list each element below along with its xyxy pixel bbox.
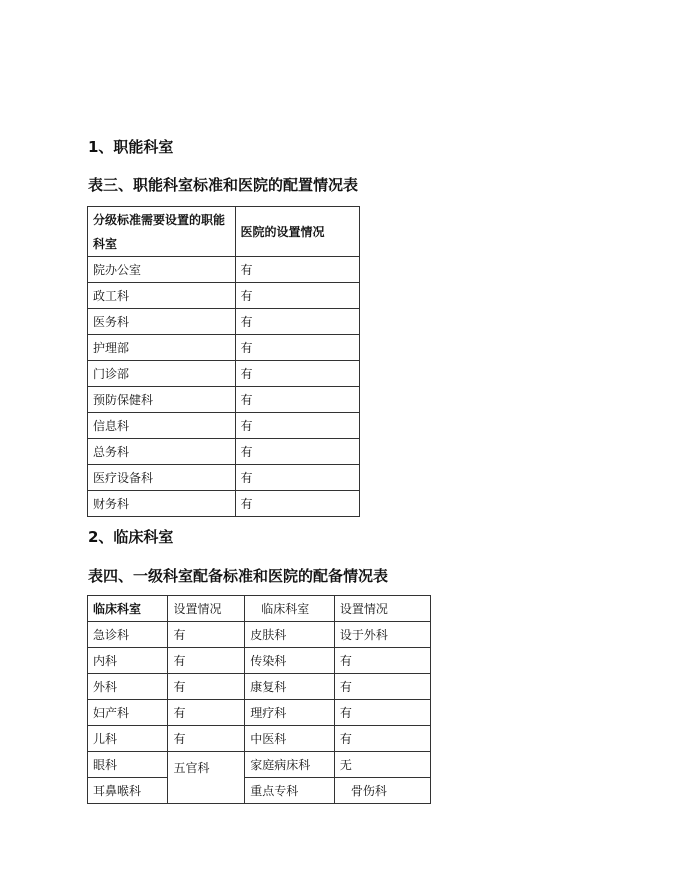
department-cell: 预防保健科	[88, 387, 236, 413]
department-cell: 皮肤科	[245, 622, 335, 648]
table-3-caption: 表三、职能科室标准和医院的配置情况表	[88, 176, 359, 194]
department-cell: 妇产科	[88, 700, 168, 726]
status-cell: 有	[235, 491, 359, 517]
table-row	[88, 361, 360, 387]
department-cell: 耳鼻喉科	[88, 778, 168, 804]
status-cell: 有	[168, 648, 245, 674]
status-cell: 有	[334, 648, 430, 674]
department-cell: 内科	[88, 648, 168, 674]
department-cell: 信息科	[88, 413, 236, 439]
status-cell: 有	[168, 726, 245, 752]
department-cell: 外科	[88, 674, 168, 700]
header-clinical-dept-1: 临床科室	[88, 596, 168, 622]
department-cell: 财务科	[88, 491, 236, 517]
table-row	[88, 439, 360, 465]
table-4-caption: 表四、一级科室配备标准和医院的配备情况表	[88, 567, 389, 585]
status-cell: 有	[235, 283, 359, 309]
functional-departments-table	[87, 206, 360, 517]
status-cell: 有	[334, 674, 430, 700]
header-required-departments: 分级标准需要设置的职能科室	[88, 207, 236, 257]
department-cell: 院办公室	[88, 257, 236, 283]
department-cell: 医务科	[88, 309, 236, 335]
table-row	[88, 413, 360, 439]
table-row	[88, 491, 360, 517]
table-row	[88, 257, 360, 283]
status-cell: 无	[334, 752, 430, 778]
department-cell: 总务科	[88, 439, 236, 465]
department-cell: 医疗设备科	[88, 465, 236, 491]
header-status-2: 设置情况	[334, 596, 430, 622]
department-cell: 儿科	[88, 726, 168, 752]
section-1-heading: 1、职能科室	[88, 138, 174, 156]
table-row	[88, 465, 360, 491]
status-cell: 有	[334, 700, 430, 726]
table-header-row	[88, 207, 360, 257]
section-2-heading: 2、临床科室	[88, 528, 174, 546]
clinical-departments-table	[87, 595, 431, 804]
table-row	[88, 674, 431, 700]
table-row	[88, 700, 431, 726]
department-cell: 家庭病床科	[245, 752, 335, 778]
status-cell: 有	[235, 309, 359, 335]
table-row	[88, 309, 360, 335]
department-cell: 重点专科	[245, 778, 335, 804]
status-cell: 骨伤科	[334, 778, 430, 804]
header-hospital-status: 医院的设置情况	[235, 207, 359, 257]
table-row	[88, 622, 431, 648]
status-cell: 有	[235, 413, 359, 439]
status-cell: 设于外科	[334, 622, 430, 648]
department-cell: 理疗科	[245, 700, 335, 726]
status-cell: 有	[168, 674, 245, 700]
header-clinical-dept-2: 临床科室	[245, 596, 335, 622]
department-cell: 急诊科	[88, 622, 168, 648]
table-row	[88, 387, 360, 413]
status-cell: 有	[235, 465, 359, 491]
status-cell: 有	[235, 335, 359, 361]
department-cell: 中医科	[245, 726, 335, 752]
department-cell: 护理部	[88, 335, 236, 361]
status-cell: 有	[168, 700, 245, 726]
status-cell: 有	[235, 361, 359, 387]
table-row	[88, 335, 360, 361]
status-cell: 有	[235, 257, 359, 283]
status-cell: 有	[334, 726, 430, 752]
status-cell: 有	[235, 387, 359, 413]
table-row	[88, 752, 431, 778]
department-cell: 康复科	[245, 674, 335, 700]
table-row	[88, 778, 431, 804]
department-cell: 眼科	[88, 752, 168, 778]
department-cell: 传染科	[245, 648, 335, 674]
table-row	[88, 726, 431, 752]
table-row	[88, 283, 360, 309]
status-cell: 有	[168, 622, 245, 648]
status-cell-merged: 五官科	[168, 752, 245, 804]
table-header-row	[88, 596, 431, 622]
header-status-1: 设置情况	[168, 596, 245, 622]
status-cell: 有	[235, 439, 359, 465]
table-row	[88, 648, 431, 674]
department-cell: 门诊部	[88, 361, 236, 387]
department-cell: 政工科	[88, 283, 236, 309]
